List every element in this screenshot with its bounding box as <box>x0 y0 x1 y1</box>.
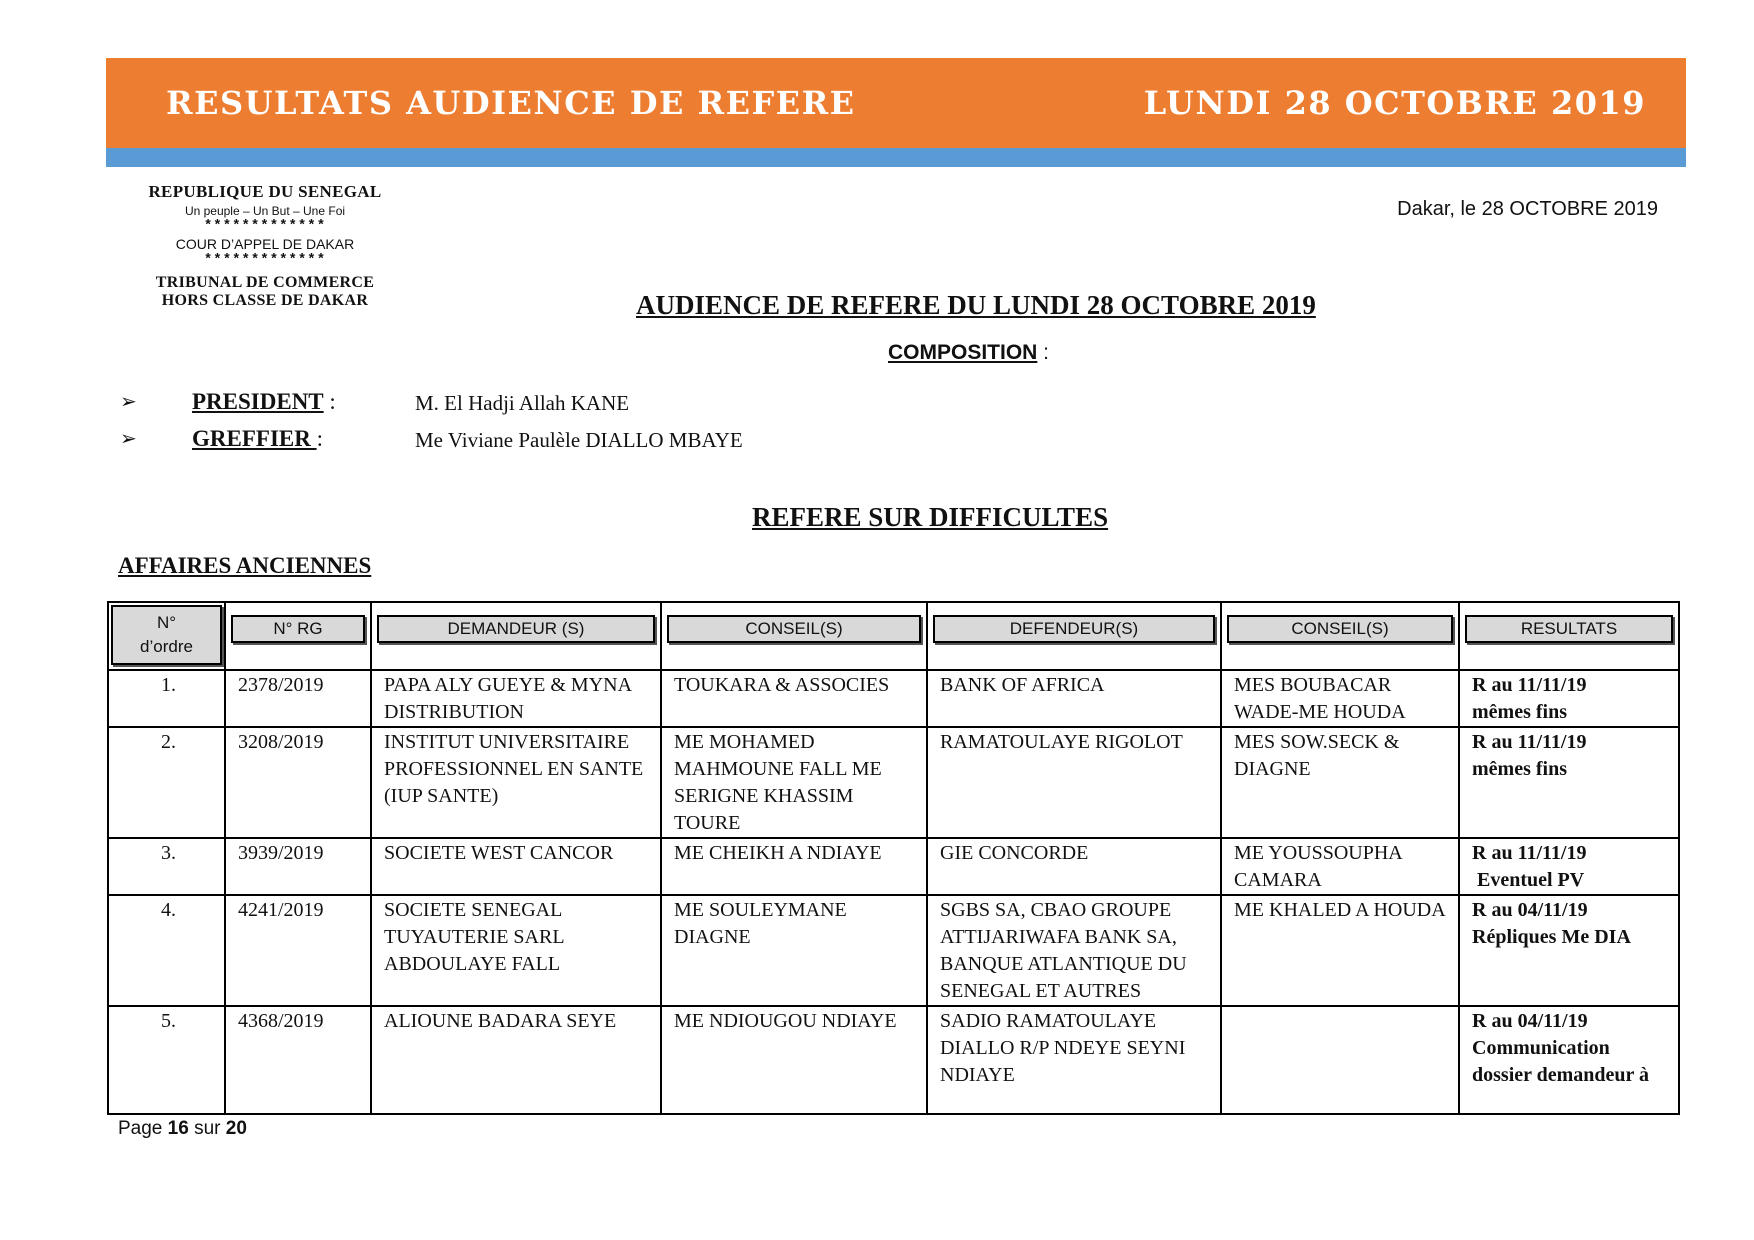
cell-conseil: ME SOULEYMANE DIAGNE <box>661 895 927 1006</box>
court-name: COUR D’APPEL DE DAKAR <box>175 236 355 252</box>
member-name: Me Viviane Paulèle DIALLO MBAYE <box>415 428 743 452</box>
table-row <box>108 727 1679 838</box>
national-motto: Un peuple – Un But – Une Foi <box>184 204 346 218</box>
cell-conseil-defendeur: ME KHALED A HOUDA <box>1221 895 1459 1006</box>
banner-date: LUNDI 28 OCTOBRE 2019 <box>1143 84 1646 122</box>
cell-rg: 3939/2019 <box>225 838 371 895</box>
place-date: Dakar, le 28 OCTOBRE 2019 <box>1397 198 1658 220</box>
cell-defendeur: RAMATOULAYE RIGOLOT <box>927 727 1221 838</box>
cell-demandeur: PAPA ALY GUEYE & MYNA DISTRIBUTION <box>371 670 661 727</box>
member-name: M. El Hadji Allah KANE <box>415 391 630 415</box>
subsection-title: AFFAIRES ANCIENNES <box>118 553 372 578</box>
cell-conseil: ME NDIOUGOU NDIAYE <box>661 1006 927 1114</box>
arrow-bullet-icon: ➢ <box>120 426 137 450</box>
cell-num: 1. <box>108 670 225 727</box>
banner-blue-band <box>106 148 1686 167</box>
header-banner <box>106 58 1686 148</box>
cell-conseil: ME CHEIKH A NDIAYE <box>661 838 927 895</box>
cell-resultat: R au 11/11/19 mêmes fins <box>1459 670 1679 727</box>
composition-colon: : <box>1037 341 1050 364</box>
institution-header <box>120 182 410 310</box>
composition-label: COMPOSITION <box>888 341 1038 364</box>
cell-num: 4. <box>108 895 225 1006</box>
cell-rg: 4241/2019 <box>225 895 371 1006</box>
republic-name: REPUBLIQUE DU SENEGAL <box>148 182 382 201</box>
banner-title: RESULTATS AUDIENCE DE REFERE <box>166 84 856 122</box>
header-demandeur: DEMANDEUR (S) <box>371 602 661 670</box>
cell-conseil: ME MOHAMED MAHMOUNE FALL ME SERIGNE KHASSIM TOURE <box>661 727 927 838</box>
cell-conseil-defendeur <box>1221 1006 1459 1114</box>
cell-rg: 4368/2019 <box>225 1006 371 1114</box>
cell-num: 2. <box>108 727 225 838</box>
arrow-bullet-icon: ➢ <box>120 389 137 413</box>
header-conseil: CONSEIL(S) <box>661 602 927 670</box>
cell-defendeur: SGBS SA, CBAO GROUPE ATTIJARIWAFA BANK SA, BANQUE ATLANTIQUE DU SENEGAL ET AUTRES <box>927 895 1221 1006</box>
cell-conseil: TOUKARA & ASSOCIES <box>661 670 927 727</box>
cell-rg: 2378/2019 <box>225 670 371 727</box>
page-number: Page 16 sur 20 <box>118 1118 247 1139</box>
header-resultats: RESULTATS <box>1459 602 1679 670</box>
member-role: PRESIDENT : <box>192 389 336 414</box>
table-header-row <box>108 602 1679 670</box>
cell-demandeur: INSTITUT UNIVERSITAIRE PROFESSIONNEL EN SANTE (IUP SANTE) <box>371 727 661 838</box>
cell-resultat: R au 04/11/19 Répliques Me DIA <box>1459 895 1679 1006</box>
cell-num: 3. <box>108 838 225 895</box>
tribunal-name-line2: HORS CLASSE DE DAKAR <box>161 292 369 309</box>
separator-stars: ************* <box>203 252 327 268</box>
table-row <box>108 838 1679 895</box>
cell-conseil-defendeur: MES BOUBACAR WADE-ME HOUDA <box>1221 670 1459 727</box>
cell-conseil-defendeur: ME YOUSSOUPHA CAMARA <box>1221 838 1459 895</box>
composition-heading <box>888 341 1049 365</box>
cell-conseil-defendeur: MES SOW.SECK & DIAGNE <box>1221 727 1459 838</box>
cell-num: 5. <box>108 1006 225 1114</box>
header-order: N° d’ordre <box>108 602 225 670</box>
tribunal-name-line1: TRIBUNAL DE COMMERCE <box>155 274 375 291</box>
cell-defendeur: SADIO RAMATOULAYE DIALLO R/P NDEYE SEYNI NDIAYE <box>927 1006 1221 1114</box>
table-row <box>108 670 1679 727</box>
member-role: GREFFIER : <box>192 426 323 451</box>
separator-stars: ************* <box>203 218 327 234</box>
cell-defendeur: BANK OF AFRICA <box>927 670 1221 727</box>
cell-rg: 3208/2019 <box>225 727 371 838</box>
cell-resultat: R au 11/11/19 Eventuel PV <box>1459 838 1679 895</box>
table-row <box>108 1006 1679 1114</box>
cell-demandeur: SOCIETE WEST CANCOR <box>371 838 661 895</box>
section-title: REFERE SUR DIFFICULTES <box>752 502 1109 532</box>
cell-resultat: R au 11/11/19 mêmes fins <box>1459 727 1679 838</box>
cell-defendeur: GIE CONCORDE <box>927 838 1221 895</box>
page-title: AUDIENCE DE REFERE DU LUNDI 28 OCTOBRE 2019 <box>636 290 1316 320</box>
header-rg: N° RG <box>225 602 371 670</box>
cases-table <box>107 601 1680 1115</box>
header-defendeur: DEFENDEUR(S) <box>927 602 1221 670</box>
cell-resultat: R au 04/11/19 Communication dossier demandeur à <box>1459 1006 1679 1114</box>
cell-demandeur: ALIOUNE BADARA SEYE <box>371 1006 661 1114</box>
cell-demandeur: SOCIETE SENEGAL TUYAUTERIE SARL ABDOULAYE FALL <box>371 895 661 1006</box>
header-conseil-defendeur: CONSEIL(S) <box>1221 602 1459 670</box>
table-row <box>108 895 1679 1006</box>
